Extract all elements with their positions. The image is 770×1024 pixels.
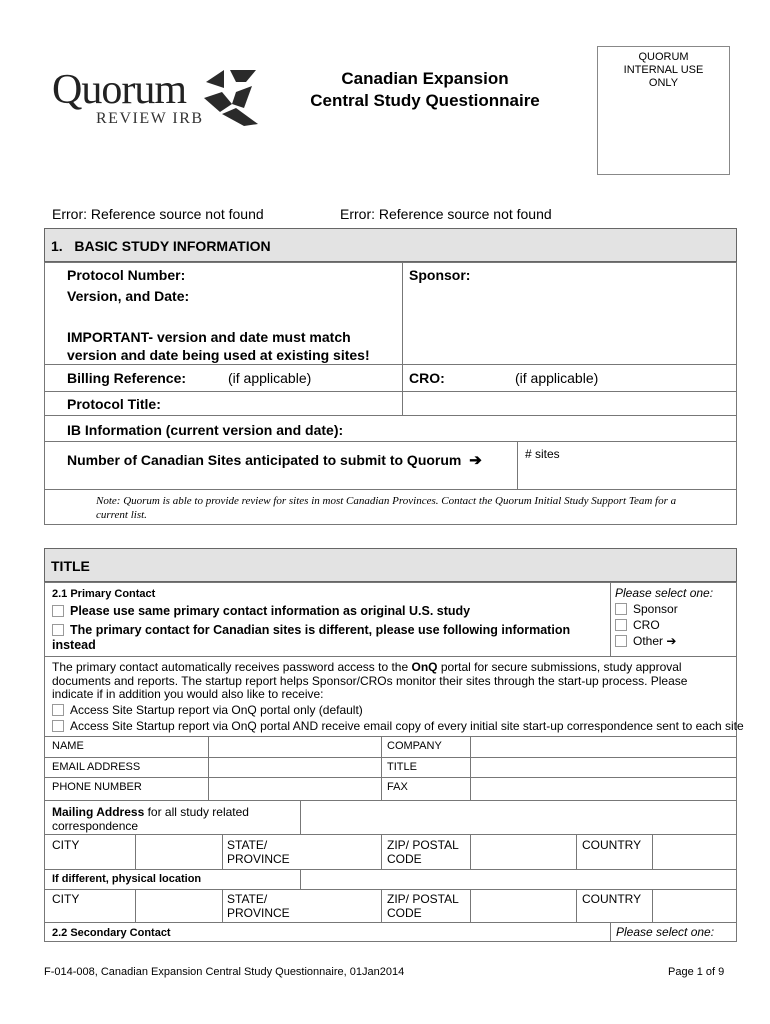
cro-if-applicable: (if applicable) xyxy=(515,370,599,386)
portal-info-a: The primary contact automatically receives password access to the xyxy=(52,660,412,674)
physical-location-label: If different, physical location xyxy=(52,873,202,885)
company-label: COMPANY xyxy=(387,740,442,752)
title-line-1: Canadian Expansion xyxy=(341,69,509,88)
reference-error-right: Error: Reference source not found xyxy=(340,206,552,222)
role-sponsor-label: Sponsor xyxy=(633,602,678,616)
title-line-2: Central Study Questionnaire xyxy=(310,91,540,110)
num-sites-label xyxy=(67,451,482,469)
arrow-right-icon: ➔ xyxy=(469,452,482,469)
role-other[interactable] xyxy=(615,634,676,648)
fax-label: FAX xyxy=(387,781,408,793)
section-1-header xyxy=(44,228,737,262)
access-option-1[interactable] xyxy=(52,703,363,717)
portal-info-b: portal for secure submissions, study approval documents and reports. The startup report helps Sponsor/CROs monitor their sites through the start-up process. Please indicate if in addition you would also like to receive: xyxy=(52,660,688,701)
phone-label: PHONE NUMBER xyxy=(52,781,142,793)
checkbox-different-contact[interactable] xyxy=(52,624,64,636)
ib-information-label[interactable]: IB Information (current version and date): xyxy=(67,422,344,438)
option-different-contact[interactable] xyxy=(52,623,597,653)
primary-contact-heading: 2.1 Primary Contact xyxy=(52,588,156,600)
section-1-title: 1. BASIC STUDY INFORMATION xyxy=(51,238,271,254)
mailing-address-bold: Mailing Address xyxy=(52,805,145,819)
billing-if-applicable: (if applicable) xyxy=(228,370,312,386)
access-option-2[interactable] xyxy=(52,719,744,733)
zip-postal-label: ZIP/ POSTAL CODE xyxy=(387,838,459,866)
role-other-label: Other ➔ xyxy=(633,634,677,648)
section-1-note: Note: Quorum is able to provide review for sites in most Canadian Provinces. Contact the Quorum Initial Study Support Team for a current list. xyxy=(96,495,677,521)
section-2-header xyxy=(44,548,737,582)
state-province-label-2: STATE/ PROVINCE xyxy=(227,892,290,920)
country-label: COUNTRY xyxy=(582,838,642,852)
portal-info-onq: OnQ xyxy=(411,660,438,674)
footer-form-id: F-014-008, Canadian Expansion Central Study Questionnaire, 01Jan2014 xyxy=(44,966,405,978)
zip-postal-label-2: ZIP/ POSTAL CODE xyxy=(387,892,459,920)
sites-count-field[interactable]: # sites xyxy=(525,447,560,461)
option-same-contact-label: Please use same primary contact information as original U.S. study xyxy=(70,604,471,618)
checkbox-access-2[interactable] xyxy=(52,720,64,732)
reference-error-left: Error: Reference source not found xyxy=(52,206,264,222)
checkbox-cro[interactable] xyxy=(615,619,627,631)
country-label-2: COUNTRY xyxy=(582,892,642,906)
protocol-number-label: Protocol Number: xyxy=(67,267,186,283)
checkbox-other[interactable] xyxy=(615,635,627,647)
logo-q-mark-icon xyxy=(202,68,260,128)
portal-info-text xyxy=(52,661,732,702)
city-label: CITY xyxy=(52,838,80,852)
checkbox-access-1[interactable] xyxy=(52,704,64,716)
version-date-label: Version, and Date: xyxy=(67,288,190,304)
role-sponsor[interactable] xyxy=(615,602,678,616)
access-option-2-label: Access Site Startup report via OnQ portal AND receive email copy of every initial site start-up correspondence sent to each site xyxy=(70,719,744,733)
option-same-contact[interactable] xyxy=(52,604,470,618)
checkbox-sponsor[interactable] xyxy=(615,603,627,615)
logo-subtitle: REVIEW IRB xyxy=(96,110,204,127)
protocol-title-label[interactable]: Protocol Title: xyxy=(67,396,161,412)
role-cro-label: CRO xyxy=(633,618,660,632)
email-label: EMAIL ADDRESS xyxy=(52,761,141,773)
access-option-1-label: Access Site Startup report via OnQ portal only (default) xyxy=(70,703,363,717)
mailing-address-rest: for all study related correspondence xyxy=(52,805,249,833)
city-label-2: CITY xyxy=(52,892,80,906)
num-sites-text: Number of Canadian Sites anticipated to submit to Quorum xyxy=(67,452,462,468)
secondary-contact-heading: 2.2 Secondary Contact xyxy=(52,927,171,939)
cro-label[interactable]: CRO: xyxy=(409,370,445,386)
logo-wordmark: Quorum xyxy=(52,67,186,113)
select-one-label-2: Please select one: xyxy=(616,925,715,939)
checkbox-same-contact[interactable] xyxy=(52,605,64,617)
sponsor-label[interactable]: Sponsor: xyxy=(409,267,471,283)
title-label: TITLE xyxy=(387,761,417,773)
name-label: NAME xyxy=(52,740,84,752)
section-2-title: TITLE xyxy=(51,558,90,574)
internal-use-box xyxy=(597,46,730,175)
document-title xyxy=(290,68,560,112)
quorum-logo xyxy=(52,66,262,130)
important-notice: IMPORTANT- version and date must match version and date being used at existing sites! xyxy=(67,329,370,363)
footer-page-number: Page 1 of 9 xyxy=(668,966,725,978)
internal-use-label: QUORUM INTERNAL USE ONLY xyxy=(623,51,704,89)
billing-reference-label[interactable]: Billing Reference: xyxy=(67,370,187,386)
select-one-label: Please select one: xyxy=(615,586,714,600)
state-province-label: STATE/ PROVINCE xyxy=(227,838,290,866)
role-cro[interactable] xyxy=(615,618,660,632)
option-different-contact-label: The primary contact for Canadian sites is different, please use following information instead xyxy=(52,623,571,652)
mailing-address-label xyxy=(52,805,292,833)
